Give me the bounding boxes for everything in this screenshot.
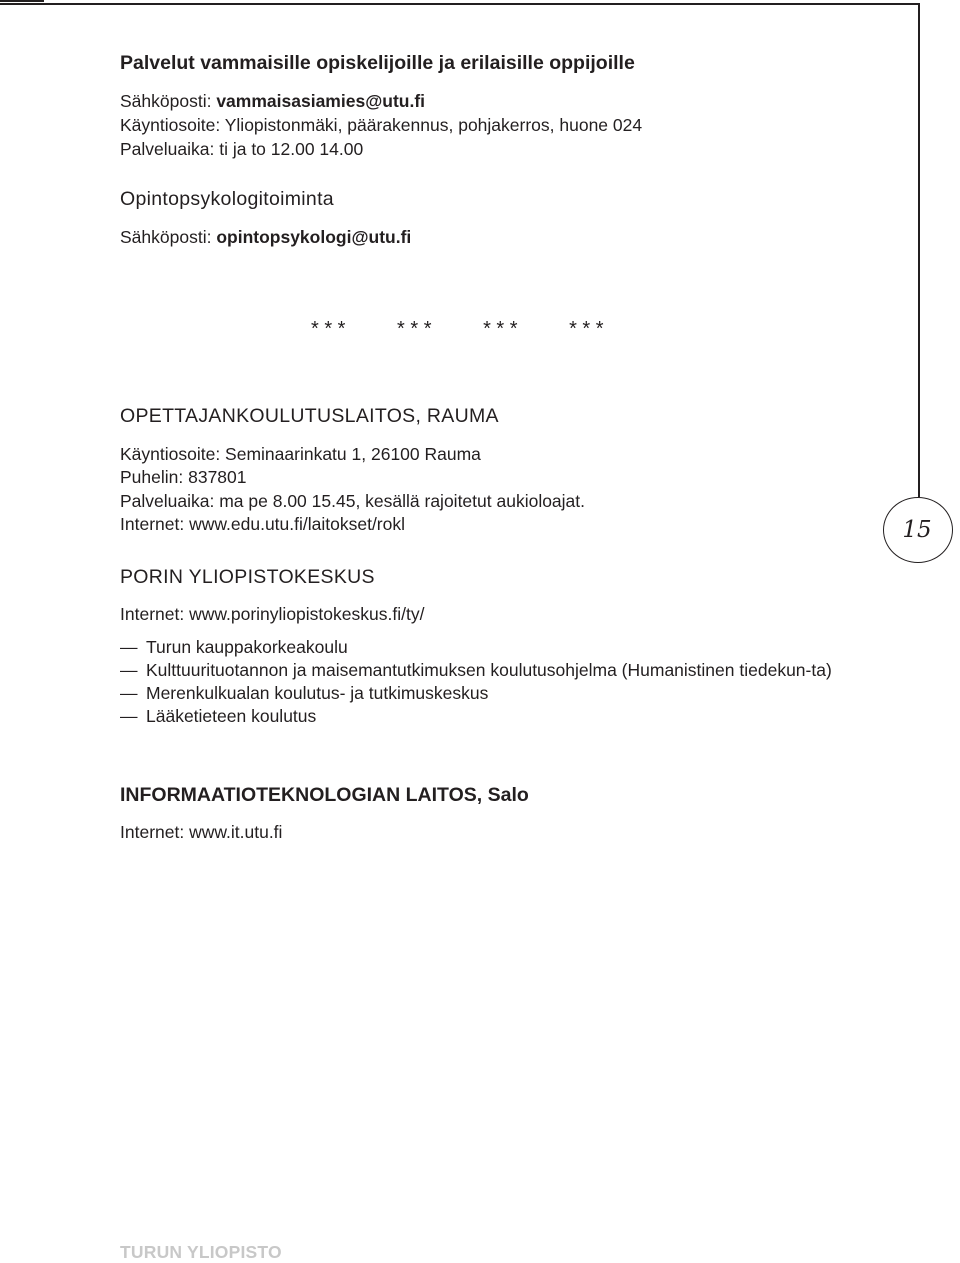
services-hours: Palveluaika: ti ja to 12.00 14.00 (120, 139, 364, 159)
pori-heading: PORIN YLIOPISTOKESKUS (120, 566, 375, 588)
rauma-address: Käyntiosoite: Seminaarinkatu 1, 26100 Rauma (120, 444, 481, 464)
pori-units-list (120, 636, 880, 728)
separator-group: * * * (311, 318, 346, 340)
page-number: 15 (902, 517, 932, 543)
rauma-internet[interactable]: Internet: www.edu.utu.fi/laitokset/rokl (120, 514, 405, 534)
services-address: Käyntiosoite: Yliopistonmäki, päärakennus, pohjakerros, huone 024 (120, 115, 643, 135)
list-item: — Merenkulkualan koulutus- ja tutkimuskeskus (120, 682, 880, 705)
salo-internet[interactable]: Internet: www.it.utu.fi (120, 822, 283, 842)
services-heading: Palvelut vammaisille opiskelijoille ja erilaisille oppijoille (120, 52, 635, 74)
psychology-heading: Opintopsykologitoiminta (120, 188, 334, 210)
rauma-heading: OPETTAJANKOULUTUSLAITOS, RAUMA (120, 405, 499, 427)
pori-internet[interactable]: Internet: www.porinyliopistokeskus.fi/ty/ (120, 604, 425, 624)
services-email-line (120, 91, 425, 112)
psychology-email-label: Sähköposti: (120, 227, 212, 247)
top-rule (0, 3, 920, 5)
list-item: — Lääketieteen koulutus (120, 705, 880, 728)
psychology-email-line (120, 227, 411, 248)
page-number-badge (883, 497, 953, 563)
salo-heading: INFORMAATIOTEKNOLOGIAN LAITOS, Salo (120, 784, 529, 806)
psychology-email-link[interactable]: opintopsykologi@utu.fi (216, 227, 412, 247)
rauma-hours: Palveluaika: ma pe 8.00 15.45, kesällä rajoitetut aukioloajat. (120, 491, 586, 511)
list-item-text: Kulttuurituotannon ja maisemantutkimuksen koulutusohjelma (Humanistinen tiedekun-ta) (146, 660, 832, 680)
services-email-link[interactable]: vammaisasiamies@utu.fi (216, 91, 426, 111)
separator-group: * * * (397, 318, 432, 340)
section-separator (311, 318, 604, 341)
separator-group: * * * (569, 318, 604, 340)
corner-mark (0, 0, 44, 2)
separator-group: * * * (483, 318, 518, 340)
rauma-phone: Puhelin: 837801 (120, 467, 247, 487)
right-rule (918, 3, 920, 497)
list-item (120, 659, 880, 682)
services-email-label: Sähköposti: (120, 91, 212, 111)
footer-university: TURUN YLIOPISTO (120, 1242, 282, 1262)
list-item: — Turun kauppakorkeakoulu (120, 636, 880, 659)
